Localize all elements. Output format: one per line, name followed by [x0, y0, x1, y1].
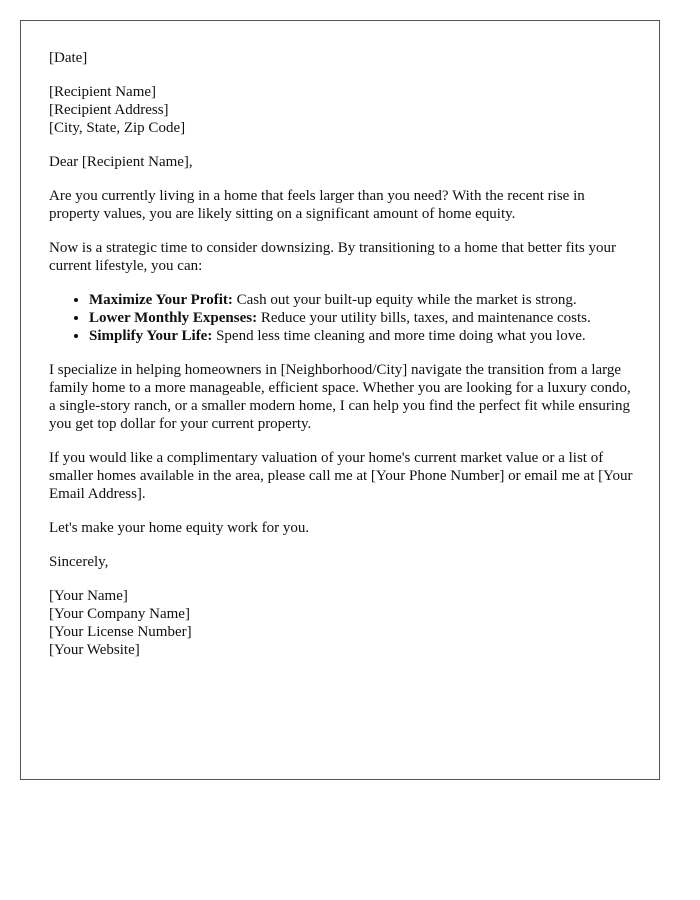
recipient-block [49, 83, 639, 137]
benefit-item [89, 291, 639, 309]
letter-page [20, 20, 660, 780]
recipient-name: [Recipient Name] [49, 84, 157, 100]
benefit-text: Spend less time cleaning and more time doing what you love. [212, 328, 586, 344]
signature-company: [Your Company Name] [49, 606, 190, 622]
salutation: Dear [Recipient Name], [49, 154, 193, 170]
recipient-address: [Recipient Address] [49, 102, 169, 118]
letter-date: [Date] [49, 50, 88, 66]
benefit-title: Lower Monthly Expenses: [89, 310, 258, 326]
benefits-list [49, 291, 639, 345]
paragraph-intro: Are you currently living in a home that feels larger than you need? With the recent rise in property values, you are likely sitting on a significant amount of home equity. [49, 188, 585, 222]
paragraph-strategy: Now is a strategic time to consider downsizing. By transitioning to a home that better fits your current lifestyle, you can: [49, 240, 616, 274]
signoff: Sincerely, [49, 554, 109, 570]
benefit-title: Maximize Your Profit: [89, 292, 233, 308]
signature-license: [Your License Number] [49, 624, 192, 640]
signature-block [49, 587, 639, 659]
benefit-text: Reduce your utility bills, taxes, and maintenance costs. [257, 310, 591, 326]
signature-website: [Your Website] [49, 642, 140, 658]
paragraph-contact: If you would like a complimentary valuation of your home's current market value or a list of smaller homes available in the area, please call me at [Your Phone Number] or email me at [Your Email Address]. [49, 450, 633, 502]
recipient-city-state-zip: [City, State, Zip Code] [49, 120, 186, 136]
benefit-item [89, 309, 639, 327]
benefit-title: Simplify Your Life: [89, 328, 213, 344]
benefit-text: Cash out your built-up equity while the market is strong. [232, 292, 577, 308]
benefit-item [89, 327, 639, 345]
paragraph-specialize: I specialize in helping homeowners in [Neighborhood/City] navigate the transition from a large family home to a more manageable, efficient space. Whether you are looking for a luxury condo, a single-story ranch, or a smaller modern home, I can help you find the perfect fit while ensuring you get top dollar for your current property. [49, 362, 631, 432]
paragraph-closing-line: Let's make your home equity work for you. [49, 520, 310, 536]
signature-name: [Your Name] [49, 588, 128, 604]
